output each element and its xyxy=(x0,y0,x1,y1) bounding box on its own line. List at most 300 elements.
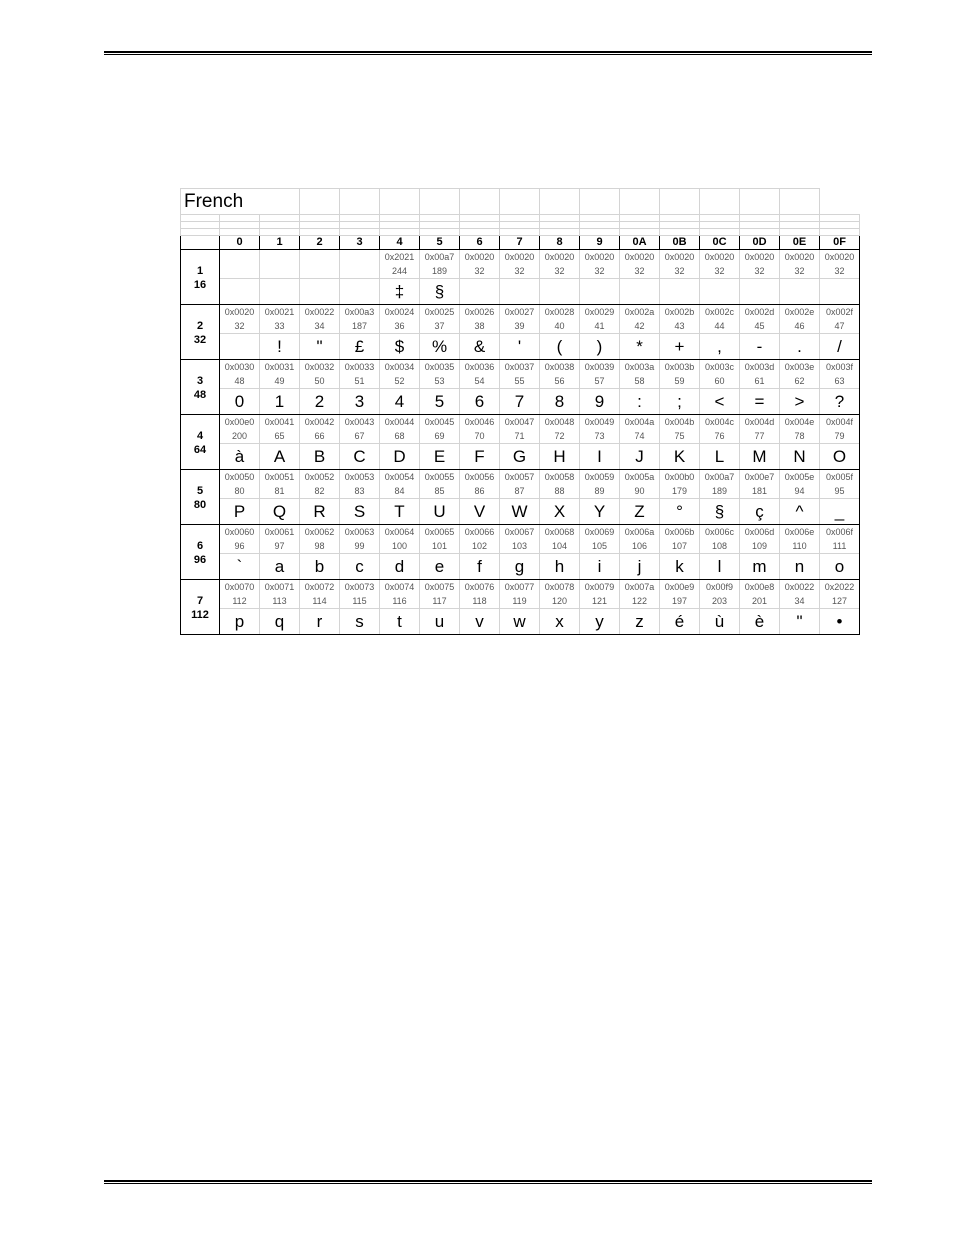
hex-code-cell xyxy=(340,250,380,265)
glyph-cell: B xyxy=(300,444,340,470)
glyph-cell: o xyxy=(820,554,860,580)
glyph-cell: 3 xyxy=(340,389,380,415)
decimal-code-cell: 75 xyxy=(660,429,700,444)
french-character-table xyxy=(180,188,860,635)
decimal-code-cell: 32 xyxy=(460,264,500,279)
hex-code-cell: 0x003f xyxy=(820,360,860,375)
hex-code-cell: 0x0020 xyxy=(500,250,540,265)
hex-code-cell xyxy=(220,250,260,265)
decimal-code-cell: 58 xyxy=(620,374,660,389)
glyph-cell: 1 xyxy=(260,389,300,415)
glyph-cell: § xyxy=(420,279,460,305)
glyph-cell xyxy=(820,279,860,305)
row-number: 1 xyxy=(196,264,204,277)
glyph-cell: J xyxy=(620,444,660,470)
glyph-cell: Q xyxy=(260,499,300,525)
decimal-code-cell: 32 xyxy=(740,264,780,279)
decimal-code-cell: 32 xyxy=(540,264,580,279)
table-row xyxy=(181,360,860,375)
decimal-code-cell: 33 xyxy=(260,319,300,334)
decimal-code-cell: 95 xyxy=(820,484,860,499)
glyph-cell: . xyxy=(780,334,820,360)
hex-code-cell: 0x004e xyxy=(780,415,820,430)
glyph-cell: f xyxy=(460,554,500,580)
table-row xyxy=(181,525,860,540)
hex-code-cell: 0x0076 xyxy=(460,580,500,595)
glyph-cell xyxy=(780,279,820,305)
hex-code-cell: 0x0020 xyxy=(460,250,500,265)
glyph-cell: W xyxy=(500,499,540,525)
decimal-code-cell: 61 xyxy=(740,374,780,389)
hex-code-cell: 0x005a xyxy=(620,470,660,485)
table-row xyxy=(181,250,860,265)
hex-code-cell: 0x0062 xyxy=(300,525,340,540)
glyph-cell: v xyxy=(460,609,500,635)
glyph-cell: g xyxy=(500,554,540,580)
glyph-cell xyxy=(740,279,780,305)
table-row xyxy=(181,470,860,485)
decimal-code-cell: 32 xyxy=(820,264,860,279)
hex-code-cell: 0x0068 xyxy=(540,525,580,540)
column-header-1: 1 xyxy=(260,236,300,250)
decimal-code-cell: 39 xyxy=(500,319,540,334)
row-decimal-start: 64 xyxy=(193,443,207,456)
decimal-code-cell: 70 xyxy=(460,429,500,444)
row-label xyxy=(181,415,220,470)
glyph-cell: & xyxy=(460,334,500,360)
glyph-cell xyxy=(220,334,260,360)
decimal-code-cell: 85 xyxy=(420,484,460,499)
decimal-code-cell: 179 xyxy=(660,484,700,499)
glyph-cell: D xyxy=(380,444,420,470)
hex-code-cell: 0x0074 xyxy=(380,580,420,595)
hex-code-cell: 0x0031 xyxy=(260,360,300,375)
hex-code-cell: 0x00e0 xyxy=(220,415,260,430)
decimal-code-cell: 187 xyxy=(340,319,380,334)
decimal-code-cell: 54 xyxy=(460,374,500,389)
hex-code-cell: 0x0022 xyxy=(780,580,820,595)
glyph-cell: I xyxy=(580,444,620,470)
hex-code-cell: 0x0038 xyxy=(540,360,580,375)
glyph-cell: ‡ xyxy=(380,279,420,305)
hex-code-cell: 0x006c xyxy=(700,525,740,540)
glyph-cell: l xyxy=(700,554,740,580)
hex-code-cell: 0x0020 xyxy=(620,250,660,265)
decimal-code-cell: 78 xyxy=(780,429,820,444)
glyph-cell: F xyxy=(460,444,500,470)
decimal-code-cell: 76 xyxy=(700,429,740,444)
column-header-5: 5 xyxy=(420,236,460,250)
glyph-cell: c xyxy=(340,554,380,580)
hex-code-cell: 0x0067 xyxy=(500,525,540,540)
hex-code-cell: 0x004c xyxy=(700,415,740,430)
decimal-code-cell: 116 xyxy=(380,594,420,609)
hex-code-cell: 0x0030 xyxy=(220,360,260,375)
glyph-cell: 2 xyxy=(300,389,340,415)
hex-code-cell: 0x0077 xyxy=(500,580,540,595)
row-decimal-start: 80 xyxy=(193,498,207,511)
table-row-decimal xyxy=(181,539,860,554)
row-label xyxy=(181,360,220,415)
decimal-code-cell: 113 xyxy=(260,594,300,609)
glyph-cell: > xyxy=(780,389,820,415)
decimal-code-cell: 42 xyxy=(620,319,660,334)
column-header-4: 4 xyxy=(380,236,420,250)
decimal-code-cell: 59 xyxy=(660,374,700,389)
glyph-cell: q xyxy=(260,609,300,635)
decimal-code-cell: 106 xyxy=(620,539,660,554)
decimal-code-cell: 203 xyxy=(700,594,740,609)
decimal-code-cell: 84 xyxy=(380,484,420,499)
hex-code-cell: 0x004d xyxy=(740,415,780,430)
hex-code-cell: 0x003e xyxy=(780,360,820,375)
hex-code-cell: 0x0020 xyxy=(780,250,820,265)
table-row-decimal xyxy=(181,374,860,389)
hex-code-cell: 0x0022 xyxy=(300,305,340,320)
table-row xyxy=(181,580,860,595)
column-header-0a: 0A xyxy=(620,236,660,250)
glyph-cell: R xyxy=(300,499,340,525)
row-number: 2 xyxy=(196,319,204,332)
decimal-code-cell: 81 xyxy=(260,484,300,499)
decimal-code-cell: 32 xyxy=(700,264,740,279)
decimal-code-cell: 67 xyxy=(340,429,380,444)
glyph-cell: u xyxy=(420,609,460,635)
glyph-cell: w xyxy=(500,609,540,635)
glyph-cell xyxy=(580,279,620,305)
decimal-code-cell: 181 xyxy=(740,484,780,499)
glyph-cell: E xyxy=(420,444,460,470)
decimal-code-cell: 112 xyxy=(220,594,260,609)
glyph-cell: A xyxy=(260,444,300,470)
glyph-cell: ) xyxy=(580,334,620,360)
glyph-cell: 5 xyxy=(420,389,460,415)
glyph-cell: 4 xyxy=(380,389,420,415)
decimal-code-cell: 36 xyxy=(380,319,420,334)
glyph-cell: " xyxy=(780,609,820,635)
glyph-cell xyxy=(300,279,340,305)
glyph-cell: 9 xyxy=(580,389,620,415)
decimal-code-cell: 73 xyxy=(580,429,620,444)
hex-code-cell: 0x0060 xyxy=(220,525,260,540)
glyph-cell: V xyxy=(460,499,500,525)
hex-code-cell: 0x0048 xyxy=(540,415,580,430)
decimal-code-cell: 201 xyxy=(740,594,780,609)
decimal-code-cell: 53 xyxy=(420,374,460,389)
row-label xyxy=(181,250,220,305)
column-header-6: 6 xyxy=(460,236,500,250)
row-decimal-start: 32 xyxy=(193,333,207,346)
glyph-cell xyxy=(460,279,500,305)
hex-code-cell: 0x0041 xyxy=(260,415,300,430)
column-header-0f: 0F xyxy=(820,236,860,250)
glyph-cell: _ xyxy=(820,499,860,525)
table-row-decimal xyxy=(181,264,860,279)
decimal-code-cell: 34 xyxy=(780,594,820,609)
table-row xyxy=(181,415,860,430)
column-header-3: 3 xyxy=(340,236,380,250)
column-header-row xyxy=(181,236,860,250)
row-decimal-start: 16 xyxy=(193,278,207,291)
hex-code-cell: 0x0044 xyxy=(380,415,420,430)
decimal-code-cell xyxy=(300,264,340,279)
table-row xyxy=(181,305,860,320)
hex-code-cell: 0x00a7 xyxy=(700,470,740,485)
glyph-cell: * xyxy=(620,334,660,360)
glyph-cell: è xyxy=(740,609,780,635)
column-header-2: 2 xyxy=(300,236,340,250)
decimal-code-cell: 80 xyxy=(220,484,260,499)
table-row-glyph xyxy=(181,444,860,470)
decimal-code-cell: 32 xyxy=(500,264,540,279)
column-header-0c: 0C xyxy=(700,236,740,250)
glyph-cell: - xyxy=(740,334,780,360)
decimal-code-cell: 104 xyxy=(540,539,580,554)
glyph-cell: £ xyxy=(340,334,380,360)
decimal-code-cell: 72 xyxy=(540,429,580,444)
decimal-code-cell: 32 xyxy=(580,264,620,279)
decimal-code-cell: 103 xyxy=(500,539,540,554)
glyph-cell: % xyxy=(420,334,460,360)
decimal-code-cell: 189 xyxy=(700,484,740,499)
glyph-cell: e xyxy=(420,554,460,580)
decimal-code-cell: 82 xyxy=(300,484,340,499)
decimal-code-cell: 69 xyxy=(420,429,460,444)
glyph-cell: p xyxy=(220,609,260,635)
glyph-cell: d xyxy=(380,554,420,580)
decimal-code-cell: 94 xyxy=(780,484,820,499)
hex-code-cell: 0x0029 xyxy=(580,305,620,320)
glyph-cell: s xyxy=(340,609,380,635)
row-number: 7 xyxy=(196,594,204,607)
hex-code-cell: 0x0052 xyxy=(300,470,340,485)
decimal-code-cell: 114 xyxy=(300,594,340,609)
glyph-cell: , xyxy=(700,334,740,360)
hex-code-cell: 0x0075 xyxy=(420,580,460,595)
decimal-code-cell: 56 xyxy=(540,374,580,389)
decimal-code-cell: 60 xyxy=(700,374,740,389)
table-row-decimal xyxy=(181,319,860,334)
hex-code-cell: 0x0047 xyxy=(500,415,540,430)
glyph-cell: § xyxy=(700,499,740,525)
row-decimal-start: 48 xyxy=(193,388,207,401)
decimal-code-cell: 90 xyxy=(620,484,660,499)
hex-code-cell: 0x0055 xyxy=(420,470,460,485)
glyph-cell xyxy=(340,279,380,305)
glyph-cell: 8 xyxy=(540,389,580,415)
hex-code-cell: 0x0032 xyxy=(300,360,340,375)
hex-code-cell: 0x00e8 xyxy=(740,580,780,595)
decimal-code-cell: 68 xyxy=(380,429,420,444)
decimal-code-cell: 32 xyxy=(660,264,700,279)
hex-code-cell: 0x0079 xyxy=(580,580,620,595)
decimal-code-cell: 117 xyxy=(420,594,460,609)
table-row-decimal xyxy=(181,594,860,609)
hex-code-cell: 0x0020 xyxy=(740,250,780,265)
decimal-code-cell: 38 xyxy=(460,319,500,334)
decimal-code-cell: 32 xyxy=(220,319,260,334)
hex-code-cell: 0x002f xyxy=(820,305,860,320)
glyph-cell: / xyxy=(820,334,860,360)
hex-code-cell: 0x0049 xyxy=(580,415,620,430)
hex-code-cell: 0x0045 xyxy=(420,415,460,430)
hex-code-cell: 0x0043 xyxy=(340,415,380,430)
decimal-code-cell: 43 xyxy=(660,319,700,334)
hex-code-cell: 0x0021 xyxy=(260,305,300,320)
decimal-code-cell: 46 xyxy=(780,319,820,334)
glyph-cell: n xyxy=(780,554,820,580)
glyph-cell: < xyxy=(700,389,740,415)
hex-code-cell: 0x0020 xyxy=(700,250,740,265)
hex-code-cell: 0x006f xyxy=(820,525,860,540)
row-label xyxy=(181,580,220,635)
footer-rule xyxy=(104,1180,872,1184)
hex-code-cell: 0x0069 xyxy=(580,525,620,540)
decimal-code-cell: 108 xyxy=(700,539,740,554)
glyph-cell: 7 xyxy=(500,389,540,415)
hex-code-cell: 0x0056 xyxy=(460,470,500,485)
hex-code-cell: 0x004f xyxy=(820,415,860,430)
row-number: 4 xyxy=(196,429,204,442)
decimal-code-cell: 77 xyxy=(740,429,780,444)
hex-code-cell: 0x00e9 xyxy=(660,580,700,595)
glyph-cell: K xyxy=(660,444,700,470)
column-header-7: 7 xyxy=(500,236,540,250)
hex-code-cell: 0x00f9 xyxy=(700,580,740,595)
hex-code-cell: 0x006b xyxy=(660,525,700,540)
decimal-code-cell: 102 xyxy=(460,539,500,554)
decimal-code-cell: 200 xyxy=(220,429,260,444)
glyph-cell: ; xyxy=(660,389,700,415)
hex-code-cell: 0x0025 xyxy=(420,305,460,320)
hex-code-cell: 0x0042 xyxy=(300,415,340,430)
hex-code-cell: 0x0037 xyxy=(500,360,540,375)
glyph-cell: ? xyxy=(820,389,860,415)
decimal-code-cell: 49 xyxy=(260,374,300,389)
hex-code-cell: 0x0020 xyxy=(660,250,700,265)
table-row-glyph xyxy=(181,389,860,415)
decimal-code-cell: 83 xyxy=(340,484,380,499)
decimal-code-cell: 97 xyxy=(260,539,300,554)
decimal-code-cell: 34 xyxy=(300,319,340,334)
glyph-cell: • xyxy=(820,609,860,635)
row-label xyxy=(181,305,220,360)
glyph-cell: 6 xyxy=(460,389,500,415)
decimal-code-cell: 110 xyxy=(780,539,820,554)
glyph-cell: X xyxy=(540,499,580,525)
hex-code-cell: 0x004b xyxy=(660,415,700,430)
hex-code-cell: 0x0036 xyxy=(460,360,500,375)
hex-code-cell: 0x0059 xyxy=(580,470,620,485)
hex-code-cell: 0x0028 xyxy=(540,305,580,320)
hex-code-cell: 0x005f xyxy=(820,470,860,485)
row-label xyxy=(181,470,220,525)
glyph-cell: a xyxy=(260,554,300,580)
glyph-cell: = xyxy=(740,389,780,415)
hex-code-cell: 0x0020 xyxy=(820,250,860,265)
table-row-glyph xyxy=(181,334,860,360)
hex-code-cell: 0x0061 xyxy=(260,525,300,540)
decimal-code-cell: 71 xyxy=(500,429,540,444)
decimal-code-cell: 66 xyxy=(300,429,340,444)
glyph-cell: x xyxy=(540,609,580,635)
table-row-decimal xyxy=(181,484,860,499)
decimal-code-cell: 127 xyxy=(820,594,860,609)
hex-code-cell: 0x00e7 xyxy=(740,470,780,485)
hex-code-cell: 0x0066 xyxy=(460,525,500,540)
glyph-cell: ù xyxy=(700,609,740,635)
glyph-cell: H xyxy=(540,444,580,470)
glyph-cell: P xyxy=(220,499,260,525)
glyph-cell: N xyxy=(780,444,820,470)
decimal-code-cell: 62 xyxy=(780,374,820,389)
decimal-code-cell: 109 xyxy=(740,539,780,554)
glyph-cell: " xyxy=(300,334,340,360)
hex-code-cell: 0x2022 xyxy=(820,580,860,595)
hex-code-cell xyxy=(300,250,340,265)
decimal-code-cell: 87 xyxy=(500,484,540,499)
row-number: 6 xyxy=(196,539,204,552)
decimal-code-cell: 32 xyxy=(780,264,820,279)
glyph-cell: Z xyxy=(620,499,660,525)
glyph-cell: ° xyxy=(660,499,700,525)
hex-code-cell: 0x002d xyxy=(740,305,780,320)
hex-code-cell: 0x003d xyxy=(740,360,780,375)
hex-code-cell: 0x0051 xyxy=(260,470,300,485)
glyph-cell: ^ xyxy=(780,499,820,525)
hex-code-cell: 0x0053 xyxy=(340,470,380,485)
decimal-code-cell: 89 xyxy=(580,484,620,499)
decimal-code-cell: 79 xyxy=(820,429,860,444)
hex-code-cell: 0x0071 xyxy=(260,580,300,595)
hex-code-cell: 0x004a xyxy=(620,415,660,430)
table-row-decimal xyxy=(181,429,860,444)
decimal-code-cell: 41 xyxy=(580,319,620,334)
column-header-0d: 0D xyxy=(740,236,780,250)
glyph-cell xyxy=(260,279,300,305)
decimal-code-cell: 88 xyxy=(540,484,580,499)
hex-code-cell: 0x0020 xyxy=(540,250,580,265)
column-header-0: 0 xyxy=(220,236,260,250)
decimal-code-cell: 118 xyxy=(460,594,500,609)
decimal-code-cell: 189 xyxy=(420,264,460,279)
decimal-code-cell xyxy=(340,264,380,279)
decimal-code-cell: 57 xyxy=(580,374,620,389)
decimal-code-cell: 100 xyxy=(380,539,420,554)
glyph-cell xyxy=(660,279,700,305)
decimal-code-cell: 51 xyxy=(340,374,380,389)
glyph-cell: ç xyxy=(740,499,780,525)
glyph-cell: ` xyxy=(220,554,260,580)
decimal-code-cell: 40 xyxy=(540,319,580,334)
decimal-code-cell: 101 xyxy=(420,539,460,554)
decimal-code-cell: 52 xyxy=(380,374,420,389)
table-title: French xyxy=(181,189,260,215)
glyph-cell: à xyxy=(220,444,260,470)
glyph-cell: G xyxy=(500,444,540,470)
table-row-glyph xyxy=(181,554,860,580)
hex-code-cell: 0x0054 xyxy=(380,470,420,485)
hex-code-cell: 0x00a3 xyxy=(340,305,380,320)
glyph-cell: 0 xyxy=(220,389,260,415)
row-decimal-start: 112 xyxy=(191,608,209,621)
decimal-code-cell xyxy=(220,264,260,279)
glyph-cell: é xyxy=(660,609,700,635)
glyph-cell xyxy=(500,279,540,305)
hex-code-cell: 0x005e xyxy=(780,470,820,485)
hex-code-cell: 0x00a7 xyxy=(420,250,460,265)
decimal-code-cell: 50 xyxy=(300,374,340,389)
